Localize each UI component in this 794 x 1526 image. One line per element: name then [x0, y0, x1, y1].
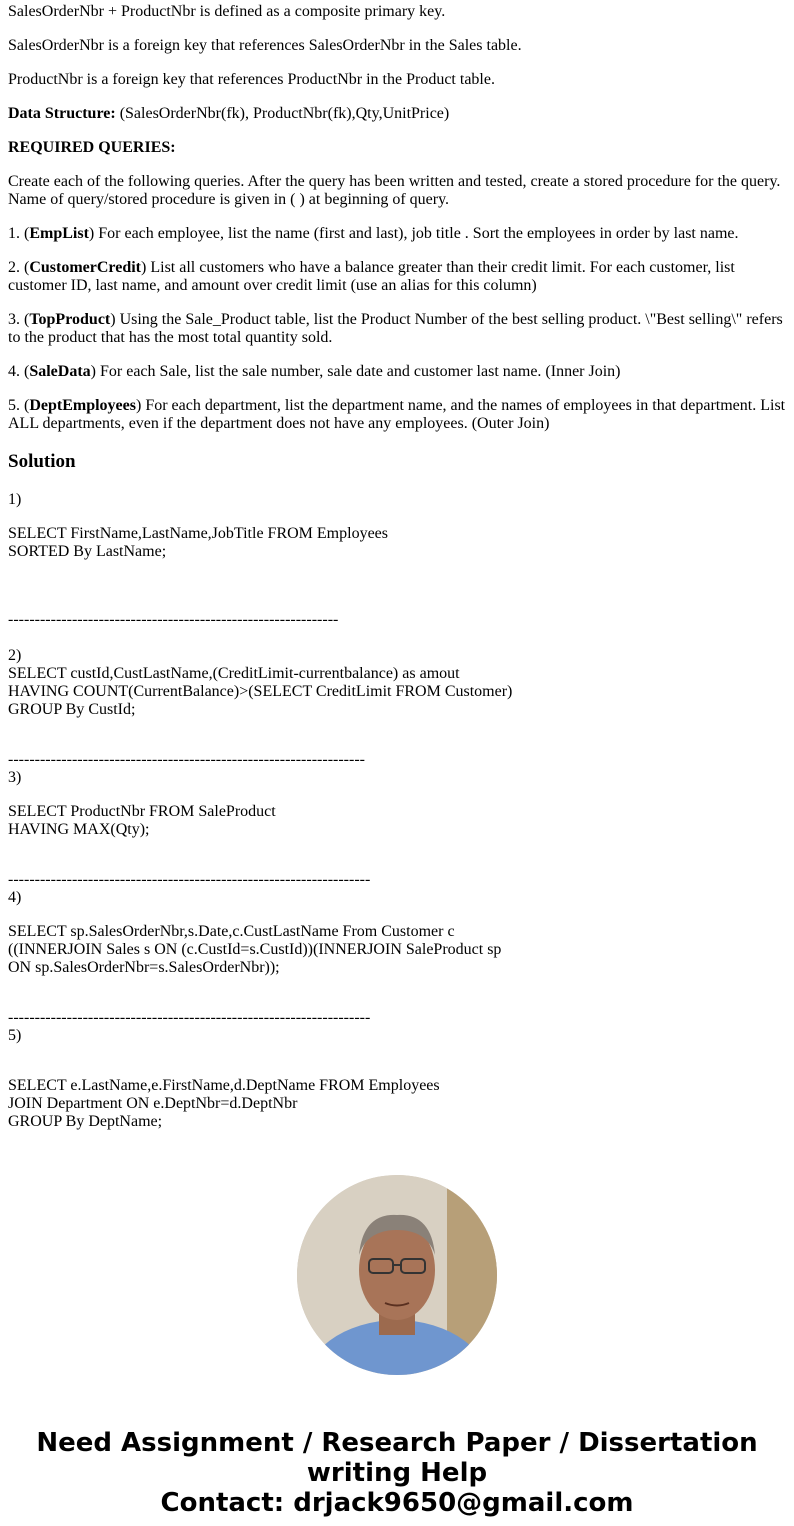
- separator: -------------------------------------------------------------------: [8, 751, 365, 768]
- query-prefix: 2. (: [8, 259, 30, 276]
- footer-help-text: Need Assignment / Research Paper / Dissertation writing Help: [36, 1428, 758, 1488]
- data-structure: [8, 105, 786, 123]
- solution-number: 2): [8, 647, 22, 664]
- footer-contact: Contact: drjack9650@gmail.com: [160, 1488, 634, 1518]
- query-name: EmpList: [29, 225, 89, 242]
- query-item: [8, 311, 786, 347]
- data-structure-label: Data Structure:: [8, 105, 116, 122]
- intro-paragraph: SalesOrderNbr is a foreign key that references SalesOrderNbr in the Sales table.: [8, 37, 522, 54]
- sql-code: SELECT e.LastName,e.FirstName,d.DeptName FROM Employees JOIN Department ON e.DeptNbr=d.DeptNbr GROUP By DeptName;: [8, 1077, 440, 1130]
- footer-banner: [0, 1428, 794, 1518]
- query-text: ) For each employee, list the name (first and last), job title . Sort the employees in order by last name.: [88, 225, 739, 242]
- separator: --------------------------------------------------------------: [8, 611, 339, 628]
- query-text: ) Using the Sale_Product table, list the Product Number of the best selling product. \"Best selling\" refers to the product that has the most total quantity sold.: [8, 311, 783, 346]
- intro-paragraph: ProductNbr is a foreign key that references ProductNbr in the Product table.: [8, 71, 495, 88]
- query-name: DeptEmployees: [29, 397, 136, 414]
- required-heading-text: REQUIRED QUERIES:: [8, 139, 176, 156]
- sql-code: SELECT ProductNbr FROM SaleProduct HAVING MAX(Qty);: [8, 803, 276, 838]
- sql-code: SELECT sp.SalesOrderNbr,s.Date,c.CustLastName From Customer c ((INNERJOIN Sales s ON (c.CustId=s.CustId))(INNERJOIN SaleProduct sp ON sp.SalesOrderNbr=s.SalesOrderNbr));: [8, 923, 502, 976]
- intro-paragraph: SalesOrderNbr + ProductNbr is defined as a composite primary key.: [8, 3, 446, 20]
- query-text: ) For each department, list the department name, and the names of employees in that department. List ALL departments, even if the department does not have any employees. (Outer Join): [8, 397, 786, 432]
- query-name: CustomerCredit: [29, 259, 142, 276]
- required-heading: [8, 139, 786, 157]
- query-text: ) For each Sale, list the sale number, sale date and customer last name. (Inner Join): [90, 363, 621, 380]
- data-structure-value: (SalesOrderNbr(fk), ProductNbr(fk),Qty,UnitPrice): [115, 105, 450, 122]
- query-item: [8, 397, 786, 433]
- separator: --------------------------------------------------------------------: [8, 871, 371, 888]
- person-photo-icon: [297, 1175, 497, 1375]
- query-name: TopProduct: [29, 311, 111, 328]
- query-prefix: 1. (: [8, 225, 30, 242]
- query-item: [8, 259, 786, 295]
- solution-number: 4): [8, 889, 22, 906]
- solution-heading: Solution: [8, 451, 76, 472]
- query-text: ) List all customers who have a balance greater than their credit limit. For each customer, list customer ID, last name, and amount over credit limit (use an alias for this column): [8, 259, 735, 294]
- avatar-container: [0, 1175, 794, 1380]
- query-item: [8, 363, 786, 381]
- solution-number: 5): [8, 1027, 22, 1044]
- sql-code: SELECT FirstName,LastName,JobTitle FROM Employees SORTED By LastName;: [8, 525, 388, 560]
- query-item: [8, 225, 786, 243]
- solution-number: 1): [8, 491, 22, 508]
- query-prefix: 3. (: [8, 311, 30, 328]
- avatar: [297, 1175, 497, 1375]
- query-prefix: 4. (: [8, 363, 30, 380]
- query-name: SaleData: [29, 363, 91, 380]
- solution-number: 3): [8, 769, 22, 786]
- document: [0, 3, 794, 1131]
- separator: --------------------------------------------------------------------: [8, 1009, 371, 1026]
- required-intro: Create each of the following queries. After the query has been written and tested, create a stored procedure for the query. Name of query/stored procedure is given in ( ) at beginning of query.: [8, 173, 781, 208]
- query-prefix: 5. (: [8, 397, 30, 414]
- sql-code: SELECT custId,CustLastName,(CreditLimit-currentbalance) as amout HAVING COUNT(CurrentBalance)>(SELECT CreditLimit FROM Customer) GROUP By CustId;: [8, 665, 513, 718]
